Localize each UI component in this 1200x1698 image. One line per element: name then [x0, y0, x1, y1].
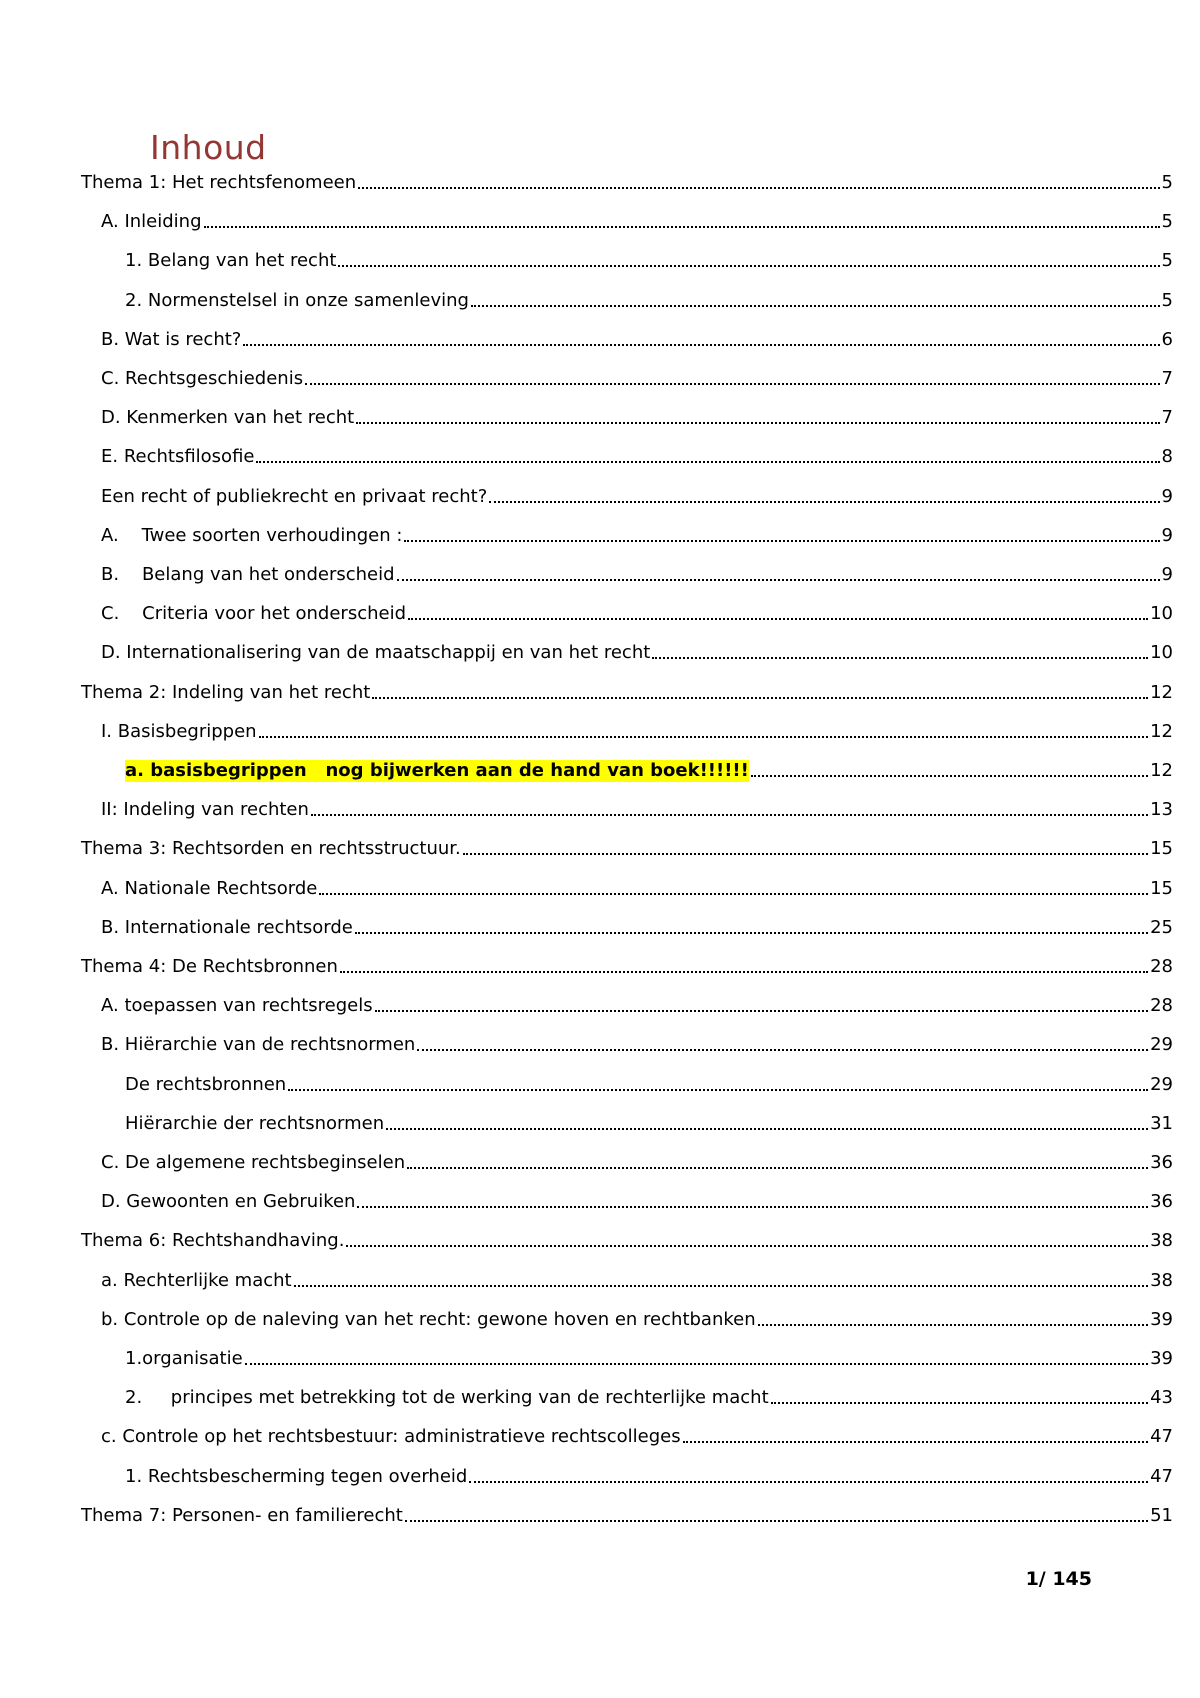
toc-entry-label: Thema 1: Het rechtsfenomeen — [81, 172, 357, 193]
toc-entry-page-number: 38 — [1150, 1230, 1173, 1251]
toc-entry[interactable] — [0, 678, 1200, 704]
toc-entry-page-number: 47 — [1150, 1466, 1173, 1487]
toc-entry[interactable] — [0, 952, 1200, 978]
toc-entry-label: B. Hiërarchie van de rechtsnormen — [101, 1034, 416, 1055]
dot-leader — [771, 1402, 1148, 1404]
dot-leader — [305, 383, 1159, 385]
dot-leader — [463, 853, 1148, 855]
dot-leader — [340, 971, 1148, 973]
toc-entry[interactable] — [0, 1344, 1200, 1370]
dot-leader — [243, 344, 1159, 346]
dot-leader — [346, 1245, 1148, 1247]
dot-leader — [469, 1481, 1148, 1483]
toc-entry[interactable] — [0, 1148, 1200, 1174]
dot-leader — [338, 265, 1159, 267]
toc-entry-page-number: 7 — [1161, 407, 1173, 428]
toc-entry-label: 2. Normenstelsel in onze samenleving — [125, 290, 469, 311]
toc-entry-label: b. Controle op de naleving van het recht: gewone hoven en rechtbanken — [101, 1309, 756, 1330]
toc-entry[interactable] — [0, 442, 1200, 468]
dot-leader — [288, 1089, 1148, 1091]
page-title: Inhoud — [150, 128, 267, 167]
toc-entry-page-number: 5 — [1161, 211, 1173, 232]
dot-leader — [408, 618, 1148, 620]
toc-entry[interactable] — [0, 599, 1200, 625]
dot-leader — [294, 1285, 1149, 1287]
dot-leader — [471, 305, 1160, 307]
toc-entry[interactable] — [0, 1462, 1200, 1488]
toc-entry-label: D. Kenmerken van het recht — [101, 407, 355, 428]
toc-entry[interactable] — [0, 1305, 1200, 1331]
toc-entry[interactable] — [0, 756, 1200, 782]
toc-entry[interactable] — [0, 560, 1200, 586]
toc-entry-page-number: 29 — [1150, 1074, 1173, 1095]
toc-entry-page-number: 36 — [1150, 1191, 1173, 1212]
dot-leader — [357, 1206, 1148, 1208]
toc-entry[interactable] — [0, 1187, 1200, 1213]
toc-entry-page-number: 51 — [1150, 1505, 1173, 1526]
toc-entry-label: Thema 7: Personen- en familierecht — [81, 1505, 403, 1526]
toc-entry-label: Thema 2: Indeling van het recht — [81, 682, 371, 703]
toc-entry-label: A. Inleiding — [101, 211, 202, 232]
toc-entry[interactable] — [0, 403, 1200, 429]
toc-entry-page-number: 36 — [1150, 1152, 1173, 1173]
toc-entry-label: II: Indeling van rechten — [101, 799, 309, 820]
toc-entry-label: 1.organisatie — [125, 1348, 243, 1369]
toc-entry[interactable] — [0, 1266, 1200, 1292]
toc-entry-label: Thema 4: De Rechtsbronnen — [81, 956, 338, 977]
toc-entry[interactable] — [0, 1383, 1200, 1409]
toc-entry-page-number: 7 — [1161, 368, 1173, 389]
dot-leader — [652, 657, 1148, 659]
toc-entry-label: A. Nationale Rechtsorde — [101, 878, 318, 899]
toc-entry-label: 2. principes met betrekking tot de werking van de rechterlijke macht — [125, 1387, 769, 1408]
toc-entry-page-number: 5 — [1161, 172, 1173, 193]
toc-entry-page-number: 38 — [1150, 1270, 1173, 1291]
toc-entry-page-number: 15 — [1150, 838, 1173, 859]
dot-leader — [204, 226, 1160, 228]
dot-leader — [407, 1167, 1148, 1169]
toc-entry[interactable] — [0, 795, 1200, 821]
dot-leader — [397, 579, 1160, 581]
dot-leader — [405, 1520, 1148, 1522]
dot-leader — [683, 1441, 1148, 1443]
toc-entry-page-number: 47 — [1150, 1426, 1173, 1447]
dot-leader — [256, 461, 1159, 463]
toc-entry-label: B. Wat is recht? — [101, 329, 242, 350]
toc-entry-label: E. Rechtsfilosofie — [101, 446, 255, 467]
toc-entry-label: Thema 6: Rechtshandhaving. — [81, 1230, 345, 1251]
toc-entry-label: A. toepassen van rechtsregels — [101, 995, 373, 1016]
dot-leader — [758, 1324, 1148, 1326]
toc-entry-label: De rechtsbronnen — [125, 1074, 287, 1095]
toc-entry-label: 1. Rechtsbescherming tegen overheid — [125, 1466, 468, 1487]
toc-entry-page-number: 5 — [1161, 250, 1173, 271]
toc-entry-page-number: 13 — [1150, 799, 1173, 820]
toc-entry[interactable] — [0, 286, 1200, 312]
toc-entry[interactable] — [0, 168, 1200, 194]
toc-entry-label: c. Controle op het rechtsbestuur: administratieve rechtscolleges — [101, 1426, 681, 1447]
page-indicator: 1/ 145 — [1025, 1568, 1092, 1590]
toc-entry-page-number: 10 — [1150, 603, 1173, 624]
toc-entry[interactable] — [0, 1226, 1200, 1252]
toc-entry-page-number: 15 — [1150, 878, 1173, 899]
toc-entry[interactable] — [0, 1501, 1200, 1527]
toc-entry[interactable] — [0, 482, 1200, 508]
dot-leader — [319, 893, 1148, 895]
toc-entry[interactable] — [0, 874, 1200, 900]
toc-entry[interactable] — [0, 364, 1200, 390]
dot-leader — [356, 422, 1159, 424]
toc-entry-label: Hiërarchie der rechtsnormen — [125, 1113, 385, 1134]
dot-leader — [751, 775, 1148, 777]
dot-leader — [489, 501, 1159, 503]
dot-leader — [417, 1049, 1148, 1051]
toc-entry[interactable] — [0, 991, 1200, 1017]
toc-entry-page-number: 10 — [1150, 642, 1173, 663]
toc-entry-label: Een recht of publiekrecht en privaat recht? — [101, 486, 488, 507]
toc-entry[interactable] — [0, 521, 1200, 547]
toc-entry[interactable] — [0, 913, 1200, 939]
dot-leader — [311, 814, 1148, 816]
toc-entry-page-number: 29 — [1150, 1034, 1173, 1055]
toc-entry-page-number: 39 — [1150, 1309, 1173, 1330]
toc-entry-label: A. Twee soorten verhoudingen : — [101, 525, 403, 546]
dot-leader — [259, 736, 1149, 738]
toc-entry-page-number: 25 — [1150, 917, 1173, 938]
toc-entry-page-number: 9 — [1161, 486, 1173, 507]
toc-entry[interactable] — [0, 325, 1200, 351]
toc-entry[interactable] — [0, 1109, 1200, 1135]
toc-entry-page-number: 28 — [1150, 995, 1173, 1016]
toc-entry-page-number: 28 — [1150, 956, 1173, 977]
toc-entry-page-number: 6 — [1161, 329, 1173, 350]
toc-entry[interactable] — [0, 1422, 1200, 1448]
toc-entry-label: C. Criteria voor het onderscheid — [101, 603, 406, 624]
toc-entry-page-number: 9 — [1161, 525, 1173, 546]
dot-leader — [372, 697, 1148, 699]
dot-leader — [375, 1010, 1149, 1012]
toc-entry[interactable] — [0, 207, 1200, 233]
toc-entry-page-number: 12 — [1150, 760, 1173, 781]
toc-entry[interactable] — [0, 717, 1200, 743]
dot-leader — [355, 932, 1148, 934]
toc-entry-label: B. Internationale rechtsorde — [101, 917, 353, 938]
toc-entry-label: I. Basisbegrippen — [101, 721, 257, 742]
toc-entry-page-number: 43 — [1150, 1387, 1173, 1408]
toc-entry-page-number: 12 — [1150, 682, 1173, 703]
toc-entry[interactable] — [0, 834, 1200, 860]
toc-entry[interactable] — [0, 1070, 1200, 1096]
toc-entry-page-number: 39 — [1150, 1348, 1173, 1369]
toc-entry[interactable] — [0, 1030, 1200, 1056]
toc-entry-label: Thema 3: Rechtsorden en rechtsstructuur. — [81, 838, 461, 859]
toc-entry-label: B. Belang van het onderscheid — [101, 564, 395, 585]
dot-leader — [386, 1128, 1148, 1130]
toc-entry-label: 1. Belang van het recht — [125, 250, 337, 271]
toc-entry-page-number: 8 — [1161, 446, 1173, 467]
toc-entry-label: C. Rechtsgeschiedenis — [101, 368, 304, 389]
toc-entry[interactable] — [0, 638, 1200, 664]
dot-leader — [245, 1363, 1148, 1365]
toc-entry-page-number: 9 — [1161, 564, 1173, 585]
toc-entry-label: D. Internationalisering van de maatschappij en van het recht — [101, 642, 651, 663]
toc-entry-page-number: 12 — [1150, 721, 1173, 742]
toc-entry-page-number: 5 — [1161, 290, 1173, 311]
dot-leader — [358, 187, 1159, 189]
dot-leader — [404, 540, 1159, 542]
toc-entry-label: D. Gewoonten en Gebruiken — [101, 1191, 356, 1212]
toc-entry-label: a. basisbegrippen nog bijwerken aan de hand van boek!!!!!! — [125, 760, 749, 781]
toc-entry-label: C. De algemene rechtsbeginselen — [101, 1152, 406, 1173]
toc-entry-page-number: 31 — [1150, 1113, 1173, 1134]
toc-entry[interactable] — [0, 246, 1200, 272]
toc-entry-label: a. Rechterlijke macht — [101, 1270, 292, 1291]
